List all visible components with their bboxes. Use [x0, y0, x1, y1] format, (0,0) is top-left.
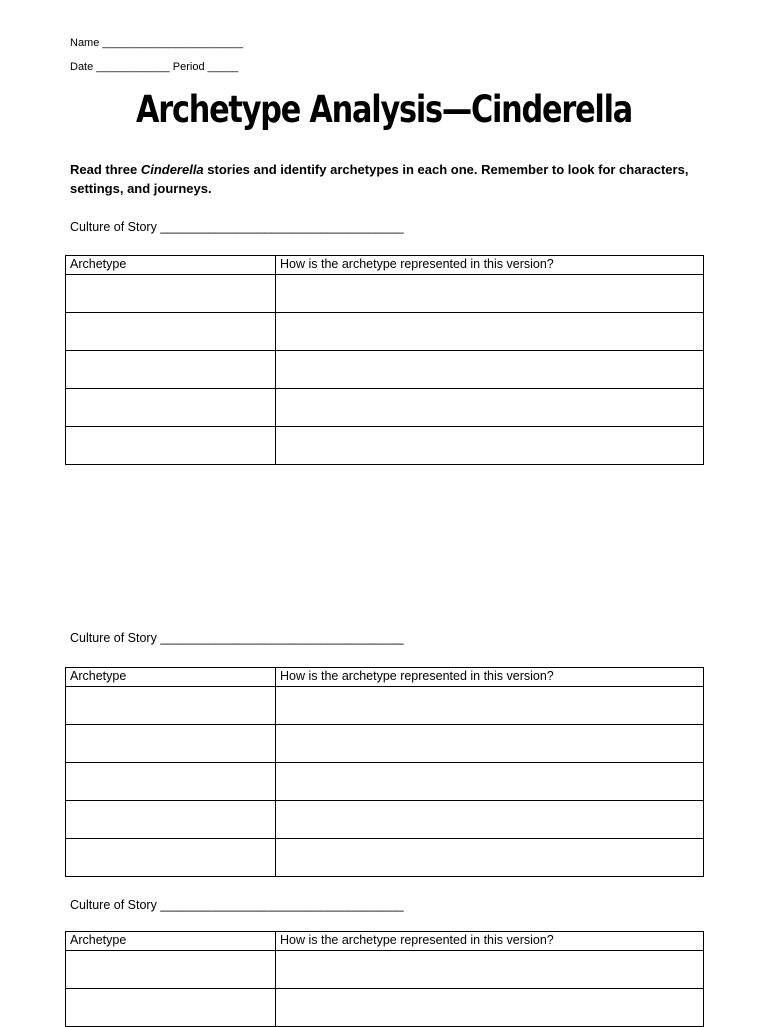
representation-cell[interactable]	[276, 313, 704, 351]
column-header-archetype: Archetype	[66, 256, 276, 275]
table-row	[66, 351, 704, 389]
table-header-row	[66, 256, 704, 275]
archetype-cell[interactable]	[66, 275, 276, 313]
archetype-cell[interactable]	[66, 427, 276, 465]
table-row	[66, 725, 704, 763]
table-row	[66, 839, 704, 877]
archetype-cell[interactable]	[66, 763, 276, 801]
table-row	[66, 763, 704, 801]
representation-cell[interactable]	[276, 763, 704, 801]
table-header-row	[66, 932, 704, 951]
representation-cell[interactable]	[276, 687, 704, 725]
column-header-archetype: Archetype	[66, 932, 276, 951]
date-period-line[interactable]: Date ____________ Period _____	[70, 61, 239, 73]
table-row	[66, 275, 704, 313]
table-row	[66, 801, 704, 839]
archetype-table	[65, 931, 704, 1027]
instructions-text-end: stories and identify archetypes in each one. Remember to look for characters, settings, and journeys.	[70, 162, 689, 196]
archetype-cell[interactable]	[66, 351, 276, 389]
instructions-text-start: Read three	[70, 162, 141, 177]
representation-cell[interactable]	[276, 801, 704, 839]
instructions-story-title: Cinderella	[140, 162, 204, 177]
representation-cell[interactable]	[276, 839, 704, 877]
archetype-cell[interactable]	[66, 801, 276, 839]
archetype-cell[interactable]	[66, 989, 276, 1027]
instructions	[70, 160, 710, 198]
culture-of-story-line[interactable]: Culture of Story ___________________________________	[70, 220, 404, 234]
table-row	[66, 389, 704, 427]
archetype-cell[interactable]	[66, 951, 276, 989]
archetype-table	[65, 667, 704, 877]
representation-cell[interactable]	[276, 951, 704, 989]
table-row	[66, 313, 704, 351]
representation-cell[interactable]	[276, 275, 704, 313]
table-row	[66, 427, 704, 465]
archetype-table	[65, 255, 704, 465]
column-header-representation: How is the archetype represented in this version?	[276, 932, 704, 951]
archetype-cell[interactable]	[66, 839, 276, 877]
column-header-representation: How is the archetype represented in this version?	[276, 668, 704, 687]
table-header-row	[66, 668, 704, 687]
page-title: Archetype Analysis—Cinderella	[135, 88, 633, 131]
archetype-cell[interactable]	[66, 389, 276, 427]
archetype-cell[interactable]	[66, 687, 276, 725]
archetype-cell[interactable]	[66, 313, 276, 351]
culture-of-story-line[interactable]: Culture of Story ___________________________________	[70, 898, 404, 912]
archetype-cell[interactable]	[66, 725, 276, 763]
table-row	[66, 989, 704, 1027]
name-field-line[interactable]: Name _______________________	[70, 37, 244, 49]
column-header-archetype: Archetype	[66, 668, 276, 687]
representation-cell[interactable]	[276, 725, 704, 763]
representation-cell[interactable]	[276, 351, 704, 389]
representation-cell[interactable]	[276, 427, 704, 465]
culture-of-story-line[interactable]: Culture of Story ___________________________________	[70, 631, 404, 645]
table-row	[66, 687, 704, 725]
column-header-representation: How is the archetype represented in this version?	[276, 256, 704, 275]
table-row	[66, 951, 704, 989]
representation-cell[interactable]	[276, 389, 704, 427]
representation-cell[interactable]	[276, 989, 704, 1027]
